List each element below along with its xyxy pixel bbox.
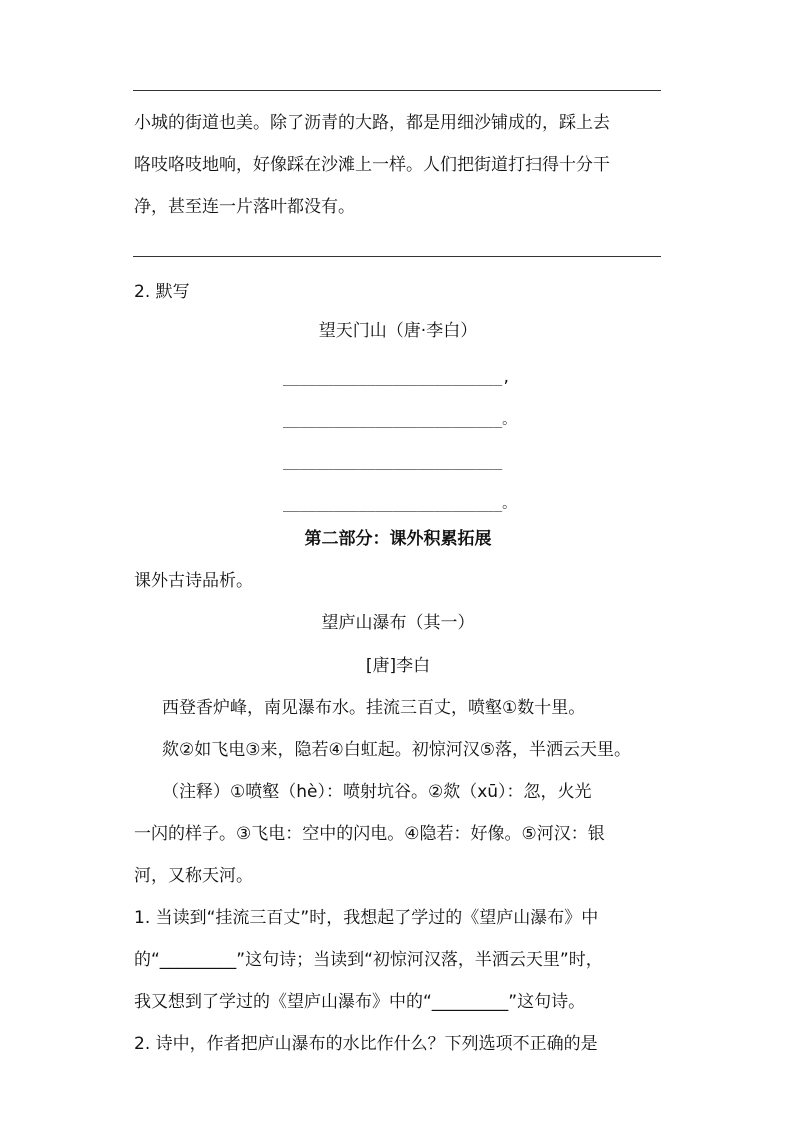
passage-line: 小城的街道也美。除了沥青的大路，都是用细沙铺成的，踩上去 [134,113,610,133]
poem-title-wangtianmenshan: 望天门山（唐·李白） [318,321,478,341]
poem-line: 欻②如飞电③来，隐若④白虹起。初惊河汉⑤落，半洒云天里。 [162,740,631,760]
dictation-blank[interactable]: __________________________。 [283,496,517,512]
question-line: 2. 诗中，作者把庐山瀑布的水比作什么？下列选项不正确的是 [134,1034,598,1054]
question-line: 1. 当读到“挂流三百丈”时，我想起了学过的《望庐山瀑布》中 [134,908,599,928]
dictation-blank[interactable]: __________________________。 [283,412,517,428]
notes-line: （注释）①喷壑（hè）：喷射坑谷。②欻（xū）：忽，火光 [162,782,592,802]
notes-line: 一闪的样子。③飞电：空中的闪电。④隐若：好像。⑤河汉：银 [134,824,605,844]
section-heading: 第二部分：课外积累拓展 [304,529,492,549]
poem-title: 望庐山瀑布（其一） [321,613,475,633]
section-intro: 课外古诗品析。 [134,571,253,591]
passage-line: 净，甚至连一片落叶都没有。 [134,197,355,217]
question-line: 的“_________”这句诗；当读到“初惊河汉落，半洒云天里”时， [134,950,603,970]
passage-line: 咯吱咯吱地响，好像踩在沙滩上一样。人们把街道打扫得十分干 [134,155,610,175]
dictation-blank[interactable]: __________________________ [283,454,503,470]
poem-author: [唐]李白 [365,656,431,676]
dictation-blank[interactable]: __________________________, [283,370,511,386]
notes-line: 河，又称天河。 [134,866,253,886]
question-line: 我又想到了学过的《望庐山瀑布》中的“_________”这句诗。 [134,992,586,1012]
top-rule [133,90,661,91]
answer-rule [133,256,661,257]
question-2-label: 2. 默写 [134,282,190,302]
poem-line: 西登香炉峰，南见瀑布水。挂流三百丈，喷壑①数十里。 [162,698,586,718]
